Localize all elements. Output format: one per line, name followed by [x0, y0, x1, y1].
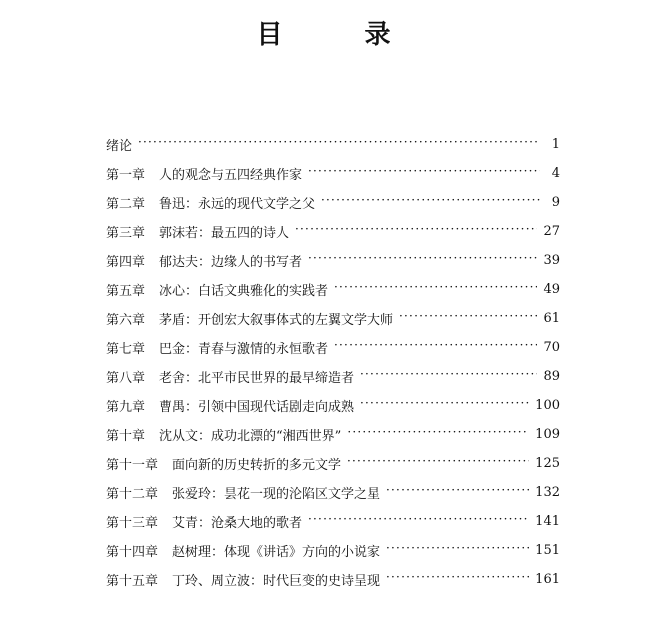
toc-entry[interactable]	[106, 188, 560, 217]
toc-entry[interactable]	[106, 420, 560, 449]
toc-entry[interactable]	[106, 333, 560, 362]
chapter-number: 第三章	[106, 226, 146, 241]
chapter-number: 第十四章	[106, 545, 159, 560]
page-number: 9	[551, 195, 560, 210]
page-number: 100	[535, 398, 560, 413]
toc-entry[interactable]	[106, 391, 560, 420]
toc-entry[interactable]	[106, 304, 560, 333]
chapter-number: 第七章	[106, 342, 146, 357]
leader-dots	[386, 486, 529, 499]
leader-dots	[308, 515, 529, 528]
leader-dots	[295, 225, 537, 238]
chapter-title: 曹禺：引领中国现代话剧走向成熟	[159, 400, 355, 415]
chapter-title: 茅盾：开创宏大叙事体式的左翼文学大师	[159, 313, 394, 328]
chapter-title: 张爱玲：昙花一现的沦陷区文学之星	[172, 487, 381, 502]
chapter-title: 冰心：白话文典雅化的实践者	[159, 284, 329, 299]
chapter-title: 赵树理：体现《讲话》方向的小说家	[172, 545, 381, 560]
toc-entry[interactable]	[106, 565, 560, 594]
toc-entry[interactable]	[106, 246, 560, 275]
leader-dots	[360, 399, 529, 412]
page-number: 70	[543, 340, 560, 355]
toc-entry[interactable]	[106, 362, 560, 391]
chapter-number: 第八章	[106, 371, 146, 386]
chapter-title: 艾青：沧桑大地的歌者	[172, 516, 303, 531]
page-number: 27	[543, 224, 560, 239]
chapter-title: 鲁迅：永远的现代文学之父	[159, 197, 316, 212]
chapter-number: 第五章	[106, 284, 146, 299]
leader-dots	[399, 312, 537, 325]
leader-dots	[347, 457, 529, 470]
leader-dots	[321, 196, 540, 209]
leader-dots	[334, 283, 537, 296]
chapter-title: 丁玲、周立波：时代巨变的史诗呈现	[172, 574, 381, 589]
chapter-number: 第六章	[106, 313, 146, 328]
chapter-number: 第十五章	[106, 574, 159, 589]
chapter-number: 第十章	[106, 429, 146, 444]
leader-dots	[386, 573, 529, 586]
leader-dots	[386, 544, 529, 557]
chapter-title: 面向新的历史转折的多元文学	[172, 458, 342, 473]
chapter-title: 人的观念与五四经典作家	[159, 168, 303, 183]
page-number: 125	[535, 456, 560, 471]
page-title: 目 录	[256, 20, 419, 50]
chapter-title: 老舍：北平市民世界的最早缔造者	[159, 371, 355, 386]
toc-entry[interactable]	[106, 159, 560, 188]
page-number: 4	[551, 166, 560, 181]
page-number: 39	[543, 253, 560, 268]
chapter-title: 郁达夫：边缘人的书写者	[159, 255, 303, 270]
page-number: 1	[551, 137, 560, 152]
toc-entry[interactable]	[106, 130, 560, 159]
chapter-number: 第二章	[106, 197, 146, 212]
leader-dots	[360, 370, 537, 383]
page-number: 49	[543, 282, 560, 297]
chapter-number: 绪论	[106, 139, 133, 154]
toc-entry[interactable]	[106, 275, 560, 304]
leader-dots	[138, 138, 540, 151]
leader-dots	[334, 341, 537, 354]
chapter-title: 沈从文：成功北漂的“湘西世界”	[159, 429, 342, 444]
chapter-number: 第十三章	[106, 516, 159, 531]
chapter-title: 郭沫若：最五四的诗人	[159, 226, 290, 241]
page-number: 141	[535, 514, 560, 529]
page-number: 132	[535, 485, 560, 500]
toc-entry[interactable]	[106, 217, 560, 246]
page-number: 151	[535, 543, 560, 558]
chapter-title: 巴金：青春与激情的永恒歌者	[159, 342, 329, 357]
page-number: 161	[535, 572, 560, 587]
table-of-contents	[106, 130, 560, 594]
toc-entry[interactable]	[106, 449, 560, 478]
page-number: 89	[543, 369, 560, 384]
toc-entry[interactable]	[106, 507, 560, 536]
toc-entry[interactable]	[106, 536, 560, 565]
leader-dots	[347, 428, 529, 441]
page-number: 109	[535, 427, 560, 442]
chapter-number: 第四章	[106, 255, 146, 270]
chapter-number: 第一章	[106, 168, 146, 183]
toc-entry[interactable]	[106, 478, 560, 507]
leader-dots	[308, 254, 537, 267]
chapter-number: 第十一章	[106, 458, 159, 473]
chapter-number: 第十二章	[106, 487, 159, 502]
page-number: 61	[543, 311, 560, 326]
chapter-number: 第九章	[106, 400, 146, 415]
leader-dots	[308, 167, 540, 180]
